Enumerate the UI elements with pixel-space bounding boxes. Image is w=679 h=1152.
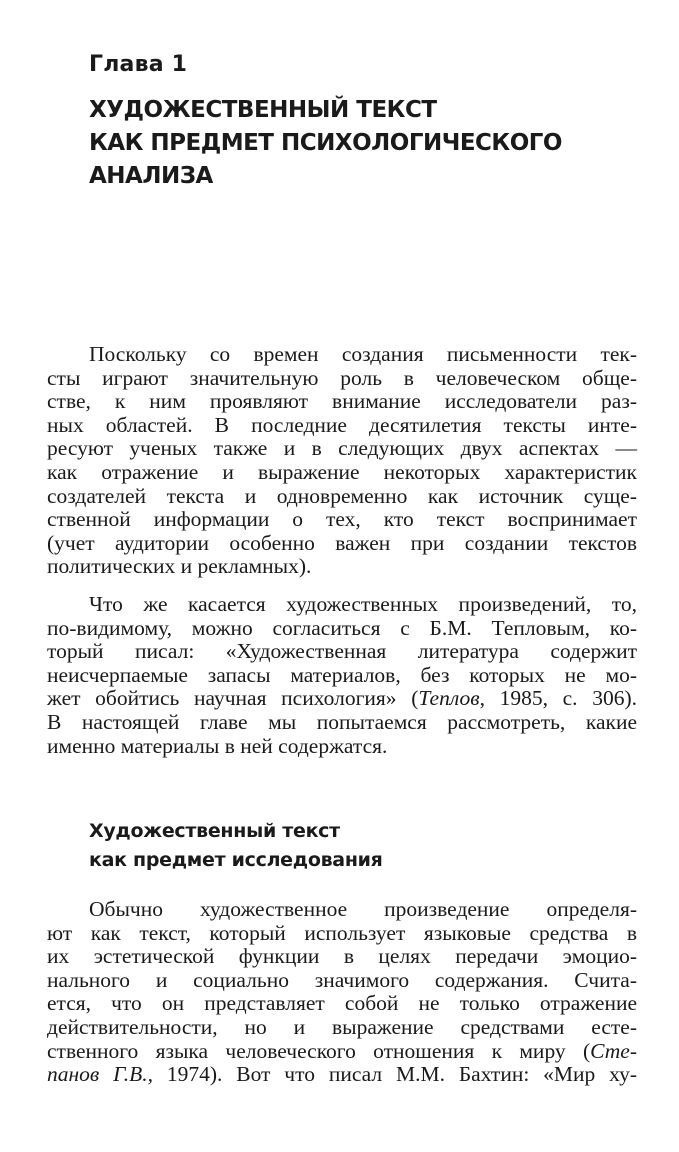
citation-prefix: жет обойтись научная психология» (	[47, 686, 419, 711]
text-line: ресуют ученых также и в следующих двух аспектах —	[47, 436, 637, 461]
section-title-line: как предмет исследования	[89, 849, 383, 871]
chapter-title-line: АНАЛИЗА	[89, 163, 213, 189]
paragraph-1	[47, 343, 637, 579]
chapter-title-line: ХУДОЖЕСТВЕННЫЙ ТЕКСТ	[89, 97, 437, 123]
text-line: Поскольку со времен создания письменности тек-	[89, 342, 637, 366]
citation-author: панов Г.В.,	[47, 1062, 153, 1087]
text-line: ных областей. В последние десятилетия тексты инте-	[47, 412, 637, 437]
citation-author: Сте-	[590, 1038, 637, 1063]
chapter-title	[89, 94, 649, 193]
text-line: как отражение и выражение некоторых характеристик	[47, 459, 637, 484]
text-line: именно материалы в ней содержатся.	[47, 733, 388, 758]
text-line: по-видимому, можно согласиться с Б.М. Тепловым, ко-	[47, 615, 637, 640]
paragraph-3	[47, 898, 637, 1087]
citation-author: Теплов	[418, 686, 480, 711]
text-line: их эстетической функции в целях передачи эмоцио-	[47, 944, 637, 969]
text-line: сты играют значительную роль в человеческом обще-	[47, 365, 637, 390]
text-line-citation	[47, 1040, 637, 1064]
text-line: Что же касается художественных произведений, то,	[89, 592, 637, 616]
text-line: ют как текст, который использует языковые средства в	[47, 920, 637, 945]
text-line: ется, что он представляет собой не только отражение	[47, 991, 637, 1016]
text-line-citation	[47, 687, 637, 711]
text-line: действительности, но и выражение средствами есте-	[47, 1014, 637, 1039]
paragraph-2	[47, 593, 637, 758]
text-line: нального и социально значимого содержания. Счита-	[47, 967, 637, 992]
citation-prefix: ственного языка человеческого отношения к миру (	[47, 1038, 591, 1063]
text-line: (учет аудитории особенно важен при создании текстов	[47, 530, 637, 555]
chapter-label: Глава 1	[89, 52, 188, 77]
text-line: создателей текста и одновременно как источник суще-	[47, 483, 637, 508]
text-line: стве, к ним проявляют внимание исследователи раз-	[47, 389, 637, 414]
section-title-line: Художественный текст	[89, 820, 340, 842]
text-line: политических и рекламных).	[47, 554, 312, 579]
text-line: Обычно художественное произведение определя-	[89, 897, 637, 921]
text-line: торый писал: «Художественная литература содержит	[47, 639, 637, 664]
text-line-citation	[47, 1063, 637, 1087]
text-line: ственной информации о тех, кто текст воспринимает	[47, 507, 637, 532]
citation-suffix: , 1985, с. 306).	[479, 686, 637, 711]
text-line: неисчерпаемые запасы материалов, без которых не мо-	[47, 662, 637, 687]
chapter-title-line: КАК ПРЕДМЕТ ПСИХОЛОГИЧЕСКОГО	[89, 130, 562, 156]
text-line: В настоящей главе мы попытаемся рассмотреть, какие	[47, 709, 637, 734]
section-title	[89, 817, 589, 875]
citation-suffix: 1974). Вот что писал М.М. Бахтин: «Мир ху-	[152, 1062, 637, 1087]
